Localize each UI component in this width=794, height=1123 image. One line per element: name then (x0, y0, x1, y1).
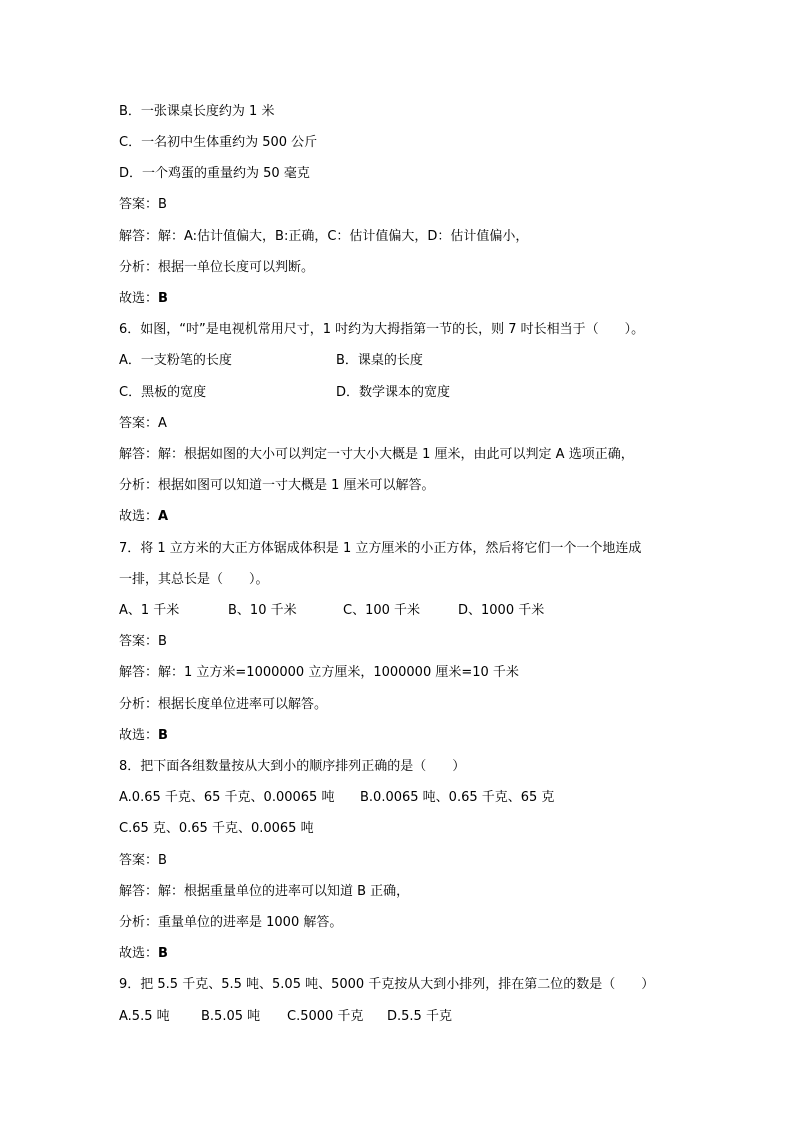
q6-option-a: A．一支粉笔的长度 (119, 353, 232, 368)
q7-question-line2: 一排，其总长是（ ）。 (119, 572, 269, 587)
q6-option-b: B．课桌的长度 (336, 353, 423, 368)
q6-solution: 解答：解：根据如图的大小可以判定一寸大小大概是 1 厘米，由此可以判定 A 选项正确， (119, 447, 634, 462)
q8-answer: 答案：B (119, 853, 167, 868)
choose-value: B (158, 291, 168, 306)
q9-option-a: A.5.5 吨 (119, 1009, 170, 1024)
q5-solution: 解答：解：A:估计值偏大，B:正确，C：估计值偏大，D：估计值偏小， (119, 229, 529, 244)
choose-value: B (158, 728, 168, 743)
q5-answer: 答案：B (119, 197, 167, 212)
q8-option-a: A.0.65 千克、65 千克、0.00065 吨 (119, 790, 335, 805)
q6-choose (119, 509, 168, 525)
q9-question: 9．把 5.5 千克、5.5 吨、5.05 吨、5000 千克按从大到小排列，排在第二位的数是（ ） (119, 977, 655, 992)
q7-option-b: B、10 千米 (228, 603, 297, 618)
q6-answer: 答案：A (119, 416, 167, 431)
q7-answer: 答案：B (119, 634, 167, 649)
q8-choose (119, 946, 168, 962)
choose-label: 故选： (119, 946, 159, 961)
choose-label: 故选： (119, 291, 159, 306)
q7-option-a: A、1 千米 (119, 603, 180, 618)
q7-analysis: 分析：根据长度单位进率可以解答。 (119, 697, 328, 712)
choose-label: 故选： (119, 728, 159, 743)
choose-label: 故选： (119, 509, 159, 524)
choose-value: A (158, 509, 169, 524)
q5-option-b: B．一张课桌长度约为 1 米 (119, 104, 275, 119)
q9-option-c: C.5000 千克 (287, 1009, 364, 1024)
q8-solution: 解答：解：根据重量单位的进率可以知道 B 正确， (119, 884, 410, 899)
q7-choose (119, 728, 168, 744)
q6-option-d: D．数学课本的宽度 (336, 385, 451, 400)
q6-option-c: C．黑板的宽度 (119, 385, 207, 400)
q5-option-d: D．一个鸡蛋的重量约为 50 毫克 (119, 166, 310, 181)
q7-solution: 解答：解：1 立方米=1000000 立方厘米，1000000 厘米=10 千米 (119, 665, 519, 680)
q8-option-c: C.65 克、0.65 千克、0.0065 吨 (119, 821, 314, 836)
q5-choose (119, 291, 168, 307)
q7-option-d: D、1000 千米 (458, 603, 545, 618)
q9-option-b: B.5.05 吨 (201, 1009, 261, 1024)
q7-question-line1: 7．将 1 立方米的大正方体锯成体积是 1 立方厘米的小正方体，然后将它们一个一个地连成 (119, 541, 642, 556)
q9-option-d: D.5.5 千克 (387, 1009, 452, 1024)
q6-analysis: 分析：根据如图可以知道一寸大概是 1 厘米可以解答。 (119, 478, 435, 493)
q7-option-c: C、100 千米 (343, 603, 421, 618)
q6-question: 6．如图，“吋”是电视机常用尺寸，1 吋约为大拇指第一节的长，则 7 吋长相当于（ ）。 (119, 322, 645, 337)
choose-value: B (158, 946, 168, 961)
q5-analysis: 分析：根据一单位长度可以判断。 (119, 260, 315, 275)
q8-question: 8．把下面各组数量按从大到小的顺序排列正确的是（ ） (119, 759, 466, 774)
q5-option-c: C．一名初中生体重约为 500 公斤 (119, 135, 318, 150)
q8-analysis: 分析：重量单位的进率是 1000 解答。 (119, 915, 343, 930)
q8-option-b: B.0.0065 吨、0.65 千克、65 克 (360, 790, 555, 805)
